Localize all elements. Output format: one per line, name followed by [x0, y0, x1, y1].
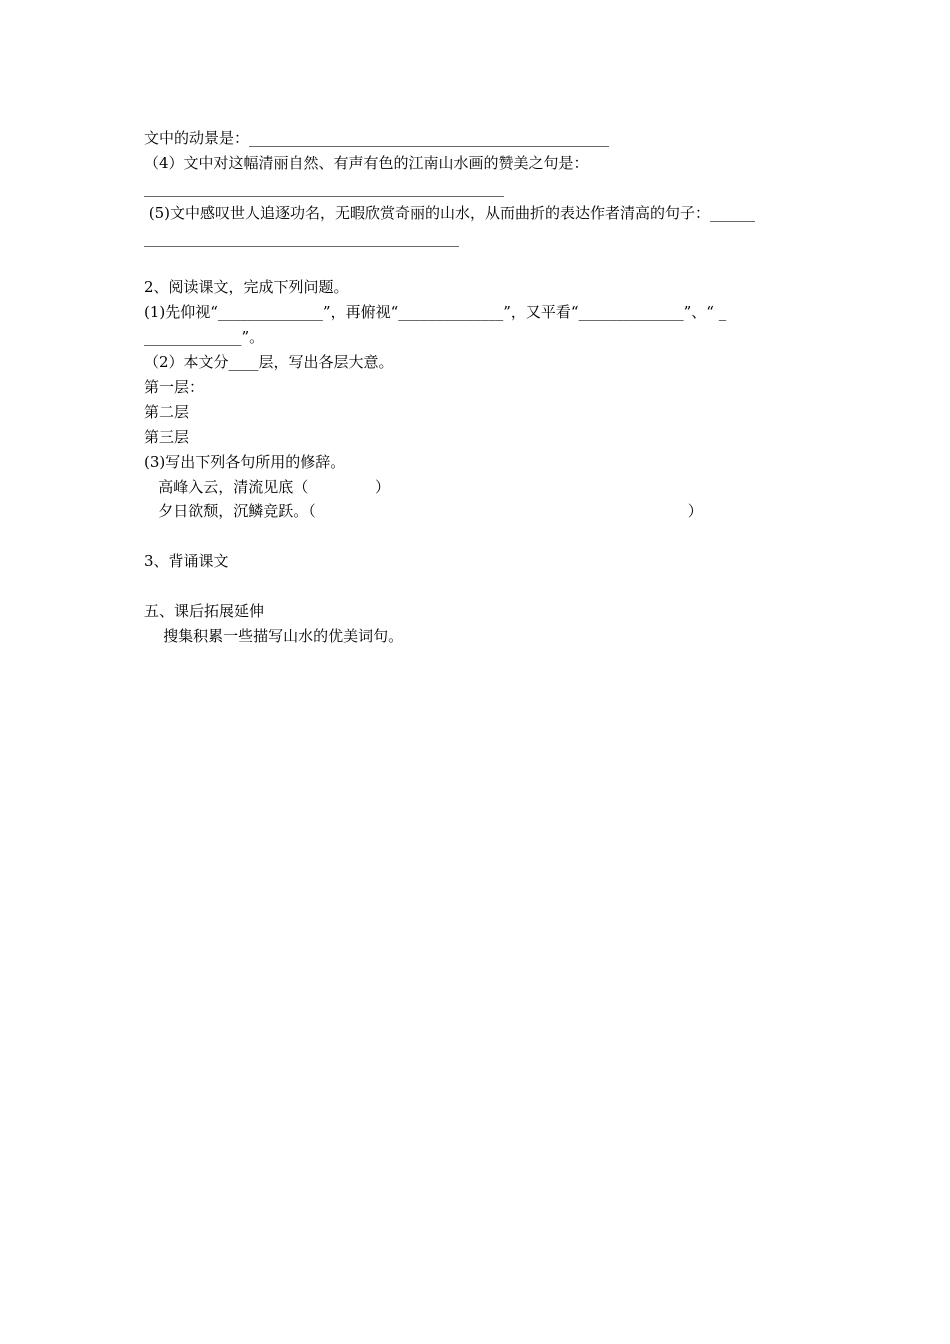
question-5-line: (5)文中感叹世人追逐功名，无暇欣赏奇丽的山水，从而曲折的表达作者清高的句子：______	[144, 204, 756, 222]
question-4-answer-blank: ________________________________________________	[144, 179, 504, 197]
rhetoric-item-2: 夕日欲颓，沉鳞竞跃。（ ）	[144, 502, 703, 520]
section-2-question-1: (1)先仰视“______________”，再俯视“______________”，又平看“______________”、“ _	[144, 303, 727, 321]
dynamic-scene-line: 文中的动景是：________________________________________________	[144, 129, 610, 147]
layer-1-label: 第一层：	[144, 378, 205, 396]
layer-2-label: 第二层	[144, 403, 190, 421]
layer-3-label: 第三层	[144, 428, 190, 446]
section-3-heading: 3、背诵课文	[144, 552, 229, 570]
section-5-task: 搜集积累一些描写山水的优美词句。	[144, 627, 404, 645]
rhetoric-item-1: 高峰入云，清流见底（ ）	[144, 478, 391, 496]
section-2-heading: 2、阅读课文，完成下列问题。	[144, 278, 349, 296]
section-2-question-2: （2）本文分____层，写出各层大意。	[144, 353, 394, 371]
section-5-heading: 五、课后拓展延伸	[144, 602, 265, 620]
question-5-answer-blank: __________________________________________	[144, 229, 459, 247]
section-2-question-1-continued: _____________”。	[144, 328, 265, 346]
question-4-line: （4）文中对这幅清丽自然、有声有色的江南山水画的赞美之句是：	[144, 154, 589, 172]
section-2-question-3: (3)写出下列各句所用的修辞。	[144, 453, 346, 471]
